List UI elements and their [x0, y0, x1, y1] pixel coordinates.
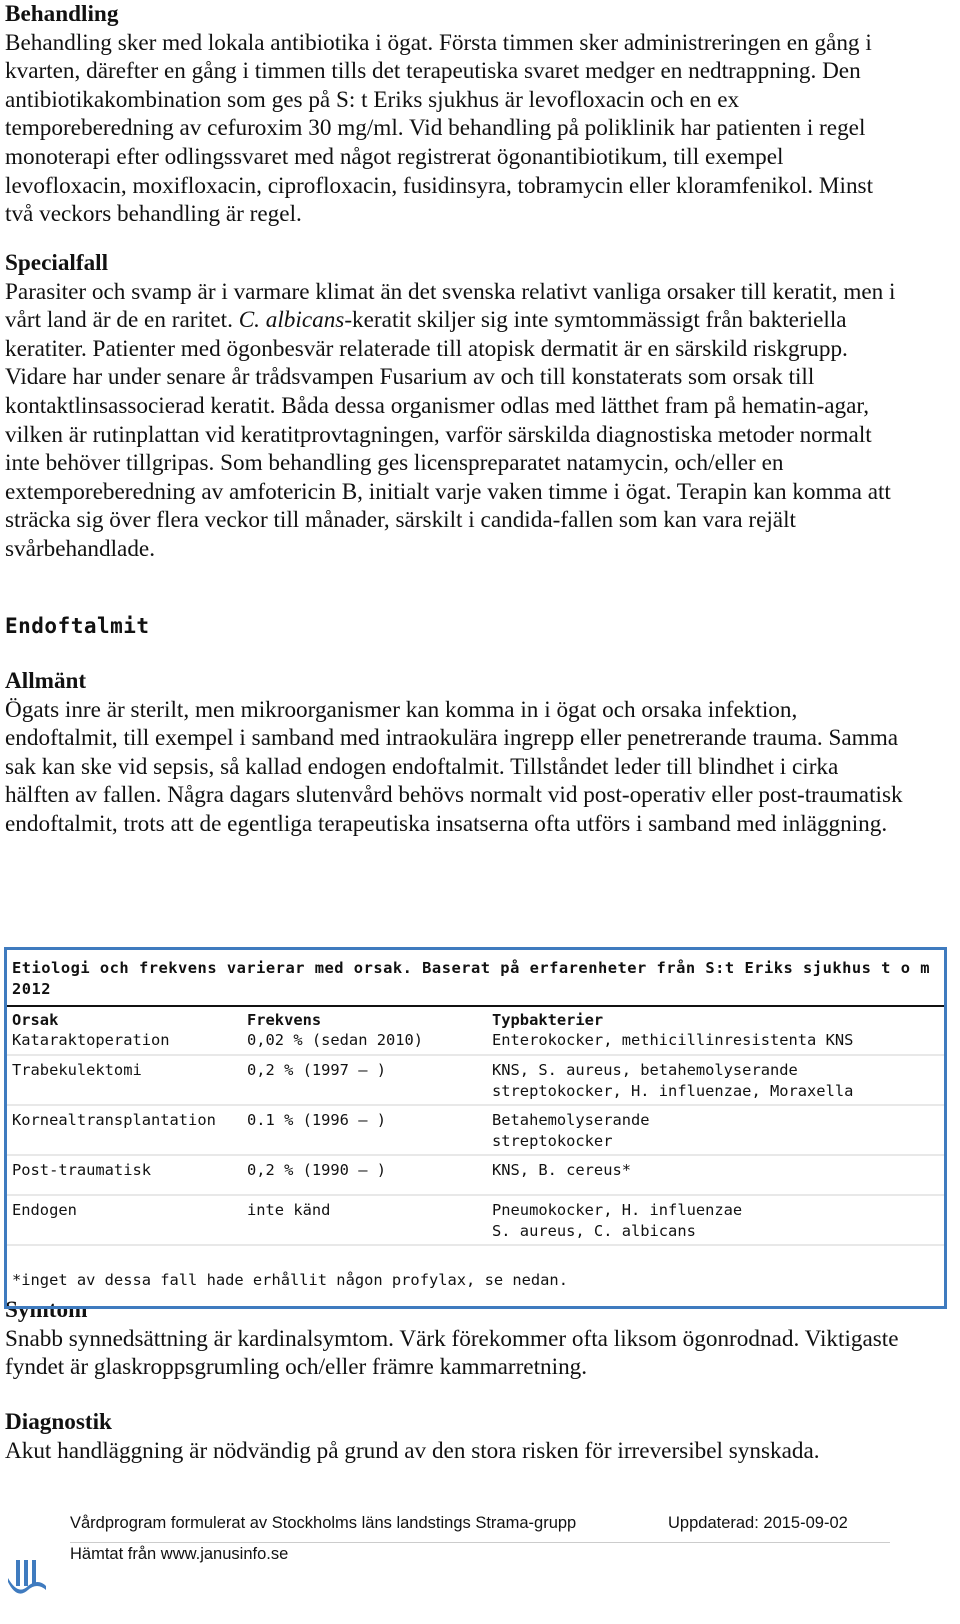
table-title: Etiologi och frekvens varierar med orsak. Baserat på erfarenheter från S:t Eriks sjukhus t o m 2012: [12, 959, 930, 998]
cell-frekvens: 0,2 % (1990 – ): [247, 1161, 386, 1179]
etiology-table: [4, 947, 947, 1309]
section-heading-symtom: Symtom: [5, 1297, 88, 1323]
section-heading-diagnostik: Diagnostik: [5, 1409, 112, 1435]
paragraph-diagnostik: Akut handläggning är nödvändig på grund av den stora risken för irreversibel synskada.: [5, 1437, 820, 1464]
organism-name: C. albicans: [238, 307, 345, 334]
cell-orsak: Endogen: [12, 1201, 77, 1219]
row-divider: [7, 1104, 944, 1106]
row-divider: [7, 1054, 944, 1056]
paragraph-specialfall: Parasiter och svamp är i varmare klimat än det svenska relativt vanliga orsaker till keratit, men i vårt land är de en raritet. C. albicans-keratit skiljer sig inte symtommässigt från bakteriella keratiter. Patienter med ögonbesvär relaterade till atopisk dermatit är en särskild riskgrupp. Vidare har under senare år trådsvampen Fusarium av och till konstaterats som orsak till kontaktlinsassocierad keratit. Båda dessa organismer odlas med lätthet fram på hematin-agar, vilken är rutinplattan vid keratitprovtagningen, varför särskilda diagnostiska metoder normalt inte behöver tillgripas. Som behandling ges licenspreparatet natamycin, och/eller en extemporeberedning av amfotericin B, initialt varje vaken timme i ögat. Terapin kan komma att sträcka sig över flera veckor till månader, särskilt i candida-fallen som kan vara rejält svårbehandlade.: [5, 278, 896, 562]
footer-divider: [70, 1542, 890, 1543]
footer-source-link[interactable]: Hämtat från www.janusinfo.se: [70, 1545, 289, 1563]
column-header-orsak: Orsak: [12, 1011, 59, 1029]
column-header-typbakterier: Typbakterier: [492, 1011, 604, 1029]
cell-typbakterier: Betahemolyserande streptokocker: [492, 1111, 650, 1150]
janusinfo-logo-icon: [6, 1558, 48, 1594]
cell-typbakterier: Enterokocker, methicillinresistenta KNS: [492, 1031, 854, 1049]
row-divider: [7, 1194, 944, 1196]
section-heading-allmant: Allmänt: [5, 668, 87, 694]
section-heading-specialfall: Specialfall: [5, 250, 109, 276]
cell-frekvens: 0.1 % (1996 – ): [247, 1111, 386, 1129]
cell-orsak: Kataraktoperation: [12, 1031, 170, 1049]
footer-updated: Uppdaterad: 2015-09-02: [668, 1514, 848, 1532]
cell-orsak: Kornealtransplantation: [12, 1111, 216, 1129]
cell-typbakterier: KNS, S. aureus, betahemolyserande streptokocker, H. influenzae, Moraxella: [492, 1061, 854, 1100]
table-footnote: *inget av dessa fall hade erhållit någon profylax, se nedan.: [12, 1271, 568, 1289]
table-title-divider: [7, 1005, 944, 1007]
cell-frekvens: 0,02 % (sedan 2010): [247, 1031, 424, 1049]
paragraph-behandling: Behandling sker med lokala antibiotika i ögat. Första timmen sker administreringen en gång i kvarten, därefter en gång i timmen tills det terapeutiska svaret medger en nedtrappning. Den antibiotikakombination som ges på S: t Eriks sjukhus är levofloxacin och en ex temporeberedning av cefuroxim 30 mg/ml. Vid behandling på poliklinik har patienten i regel monoterapi efter odlingssvaret med något registrerat ögonantibiotikum, till exempel levofloxacin, moxifloxacin, ciprofloxacin, fusidinsyra, tobramycin eller kloramfenikol. Minst två veckors behandling är regel.: [5, 29, 874, 228]
cell-frekvens: 0,2 % (1997 – ): [247, 1061, 386, 1079]
footer-program: Vårdprogram formulerat av Stockholms läns landstings Strama-grupp: [70, 1514, 577, 1532]
row-divider: [7, 1154, 944, 1156]
column-header-frekvens: Frekvens: [247, 1011, 322, 1029]
chapter-title: Endoftalmit: [5, 614, 150, 638]
cell-typbakterier: KNS, B. cereus*: [492, 1161, 631, 1179]
paragraph-symtom: Snabb synnedsättning är kardinalsymtom. Värk förekommer ofta liksom ögonrodnad. Viktigaste fyndet är glaskroppsgrumling och/eller främre kammarretning.: [5, 1325, 899, 1381]
row-divider: [7, 1244, 944, 1246]
paragraph-allmant: Ögats inre är sterilt, men mikroorganismer kan komma in i ögat och orsaka infektion, endoftalmit, till exempel i samband med intraokulära ingrepp eller penetrerande trauma. Samma sak kan ske vid sepsis, så kallad endogen endoftalmit. Tillståndet leder till blindhet i cirka hälften av fallen. Några dagars slutenvård behövs normalt vid post-operativ eller post-traumatisk endoftalmit, trots att de egentliga terapeutiska insatserna ofta utförs i samband med inläggning.: [5, 696, 903, 837]
section-heading-behandling: Behandling: [5, 1, 119, 27]
cell-frekvens: inte känd: [247, 1201, 331, 1219]
cell-orsak: Post-traumatisk: [12, 1161, 151, 1179]
cell-orsak: Trabekulektomi: [12, 1061, 142, 1079]
cell-typbakterier: Pneumokocker, H. influenzae S. aureus, C. albicans: [492, 1201, 743, 1240]
